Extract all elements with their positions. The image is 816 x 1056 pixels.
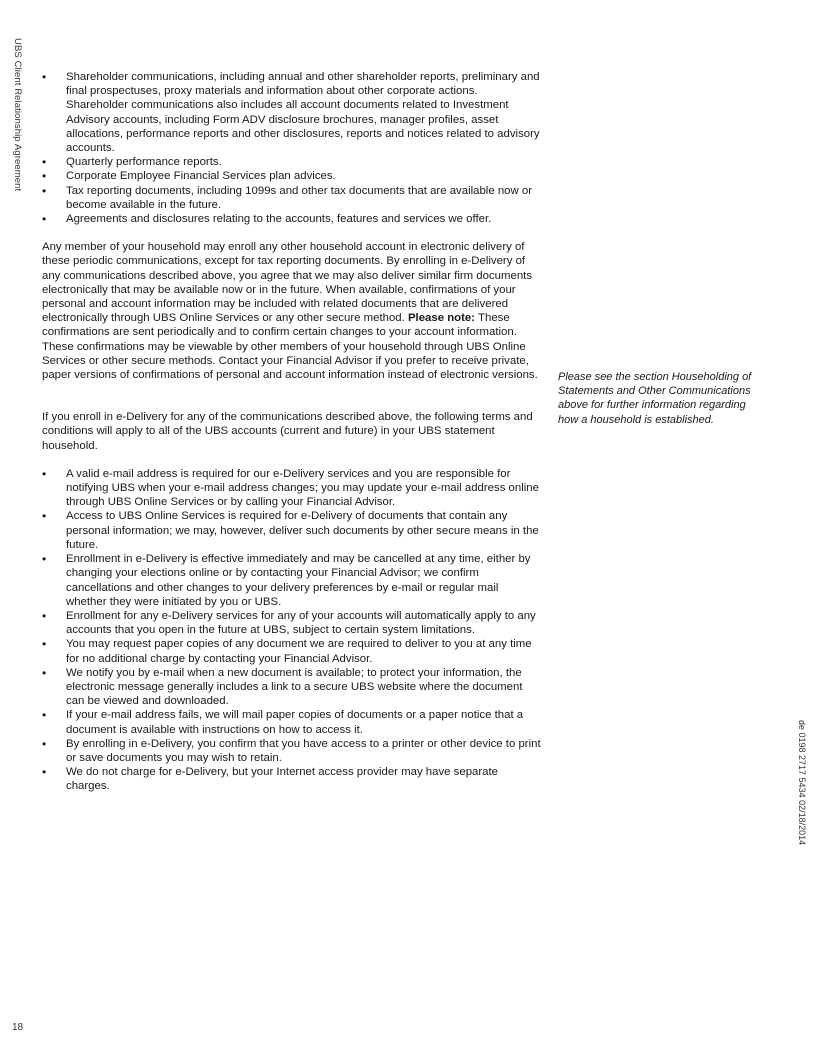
list-item: • Enrollment for any e-Delivery services for any of your accounts will automatically apply to any accounts that you open in the future at UBS, subject to certain system limitations. [42,609,542,637]
main-content [42,70,542,794]
list-item: • If your e-mail address fails, we will mail paper copies of documents or a paper notice that a document is available with instructions on how to access it. [42,708,542,736]
list-item: • We do not charge for e-Delivery, but your Internet access provider may have separate charges. [42,765,542,793]
list-item: • Quarterly performance reports. [42,155,542,169]
list-item: • Tax reporting documents, including 1099s and other tax documents that are available now or become available in the future. [42,184,542,212]
household-enrollment-paragraph [42,240,542,382]
document-side-title: UBS Client Relationship Agreement [12,38,23,192]
list-item: • You may request paper copies of any document we are required to deliver to you at any time for no additional charge by contacting your Financial Advisor. [42,637,542,665]
communications-list [42,70,542,226]
paragraph-text: Any member of your household may enroll any other household account in electronic delivery of these periodic communications, except for tax reporting documents. By enrolling in e-Delivery of any communications described above, you agree that we may also deliver similar firm documents electronically that may be available now or in the future. When available, confirmations of your personal and account information may be included with related documents that are delivered electronically through UBS Online Services or any other secure method. [42,241,533,325]
list-item: • We notify you by e-mail when a new document is available; to protect your information, the electronic message generally includes a link to a secure UBS website where the document can be viewed and downloaded. [42,666,542,709]
terms-list [42,467,542,794]
list-item: • Access to UBS Online Services is required for e-Delivery of documents that contain any personal information; we may, however, deliver such documents by other secure means in the future. [42,509,542,552]
document-code: de 0198 2717 5434 02/18/2014 [797,720,807,846]
list-item: • By enrolling in e-Delivery, you confirm that you have access to a printer or other device to print or save documents you may wish to retain. [42,737,542,765]
note-label: Please note: [407,312,476,325]
page-number: 18 [12,1022,24,1033]
paragraph-text: These confirmations are sent periodically and to confirm certain changes to your account information. These confirmations may be viewable by other members of your household through UBS Online Services or other secure methods. Contact your Financial Advisor if you prefer to receive private, paper versions of confirmations of personal and account information instead of electronic versions. [42,312,538,382]
list-item: • Enrollment in e-Delivery is effective immediately and may be cancelled at any time, either by changing your elections online or by contacting your Financial Advisor; we confirm cancellations and other changes to your delivery preferences by e-mail or regular mail whether they were initiated by you or UBS. [42,552,542,609]
margin-note: Please see the section Householding of Statements and Other Communications above for further information regarding how a household is established. [558,371,752,426]
list-item: • Shareholder communications, including annual and other shareholder reports, preliminary and final prospectuses, proxy materials and information about other corporate actions. Shareholder communications also includes all account documents related to Investment Advisory accounts, including Form ADV disclosure brochures, manager profiles, asset allocations, performance reports and other disclosures, reports and notices related to advisory accounts. [42,70,542,155]
terms-intro-paragraph: If you enroll in e-Delivery for any of the communications described above, the following terms and conditions will apply to all of the UBS accounts (current and future) in your UBS statement household. [42,411,533,452]
list-item: • Agreements and disclosures relating to the accounts, features and services we offer. [42,212,542,226]
list-item: • Corporate Employee Financial Services plan advices. [42,169,542,183]
list-item: • A valid e-mail address is required for our e-Delivery services and you are responsible for notifying UBS when your e-mail address changes; you may update your e-mail address online through UBS Online Services or by calling your Financial Advisor. [42,467,542,510]
